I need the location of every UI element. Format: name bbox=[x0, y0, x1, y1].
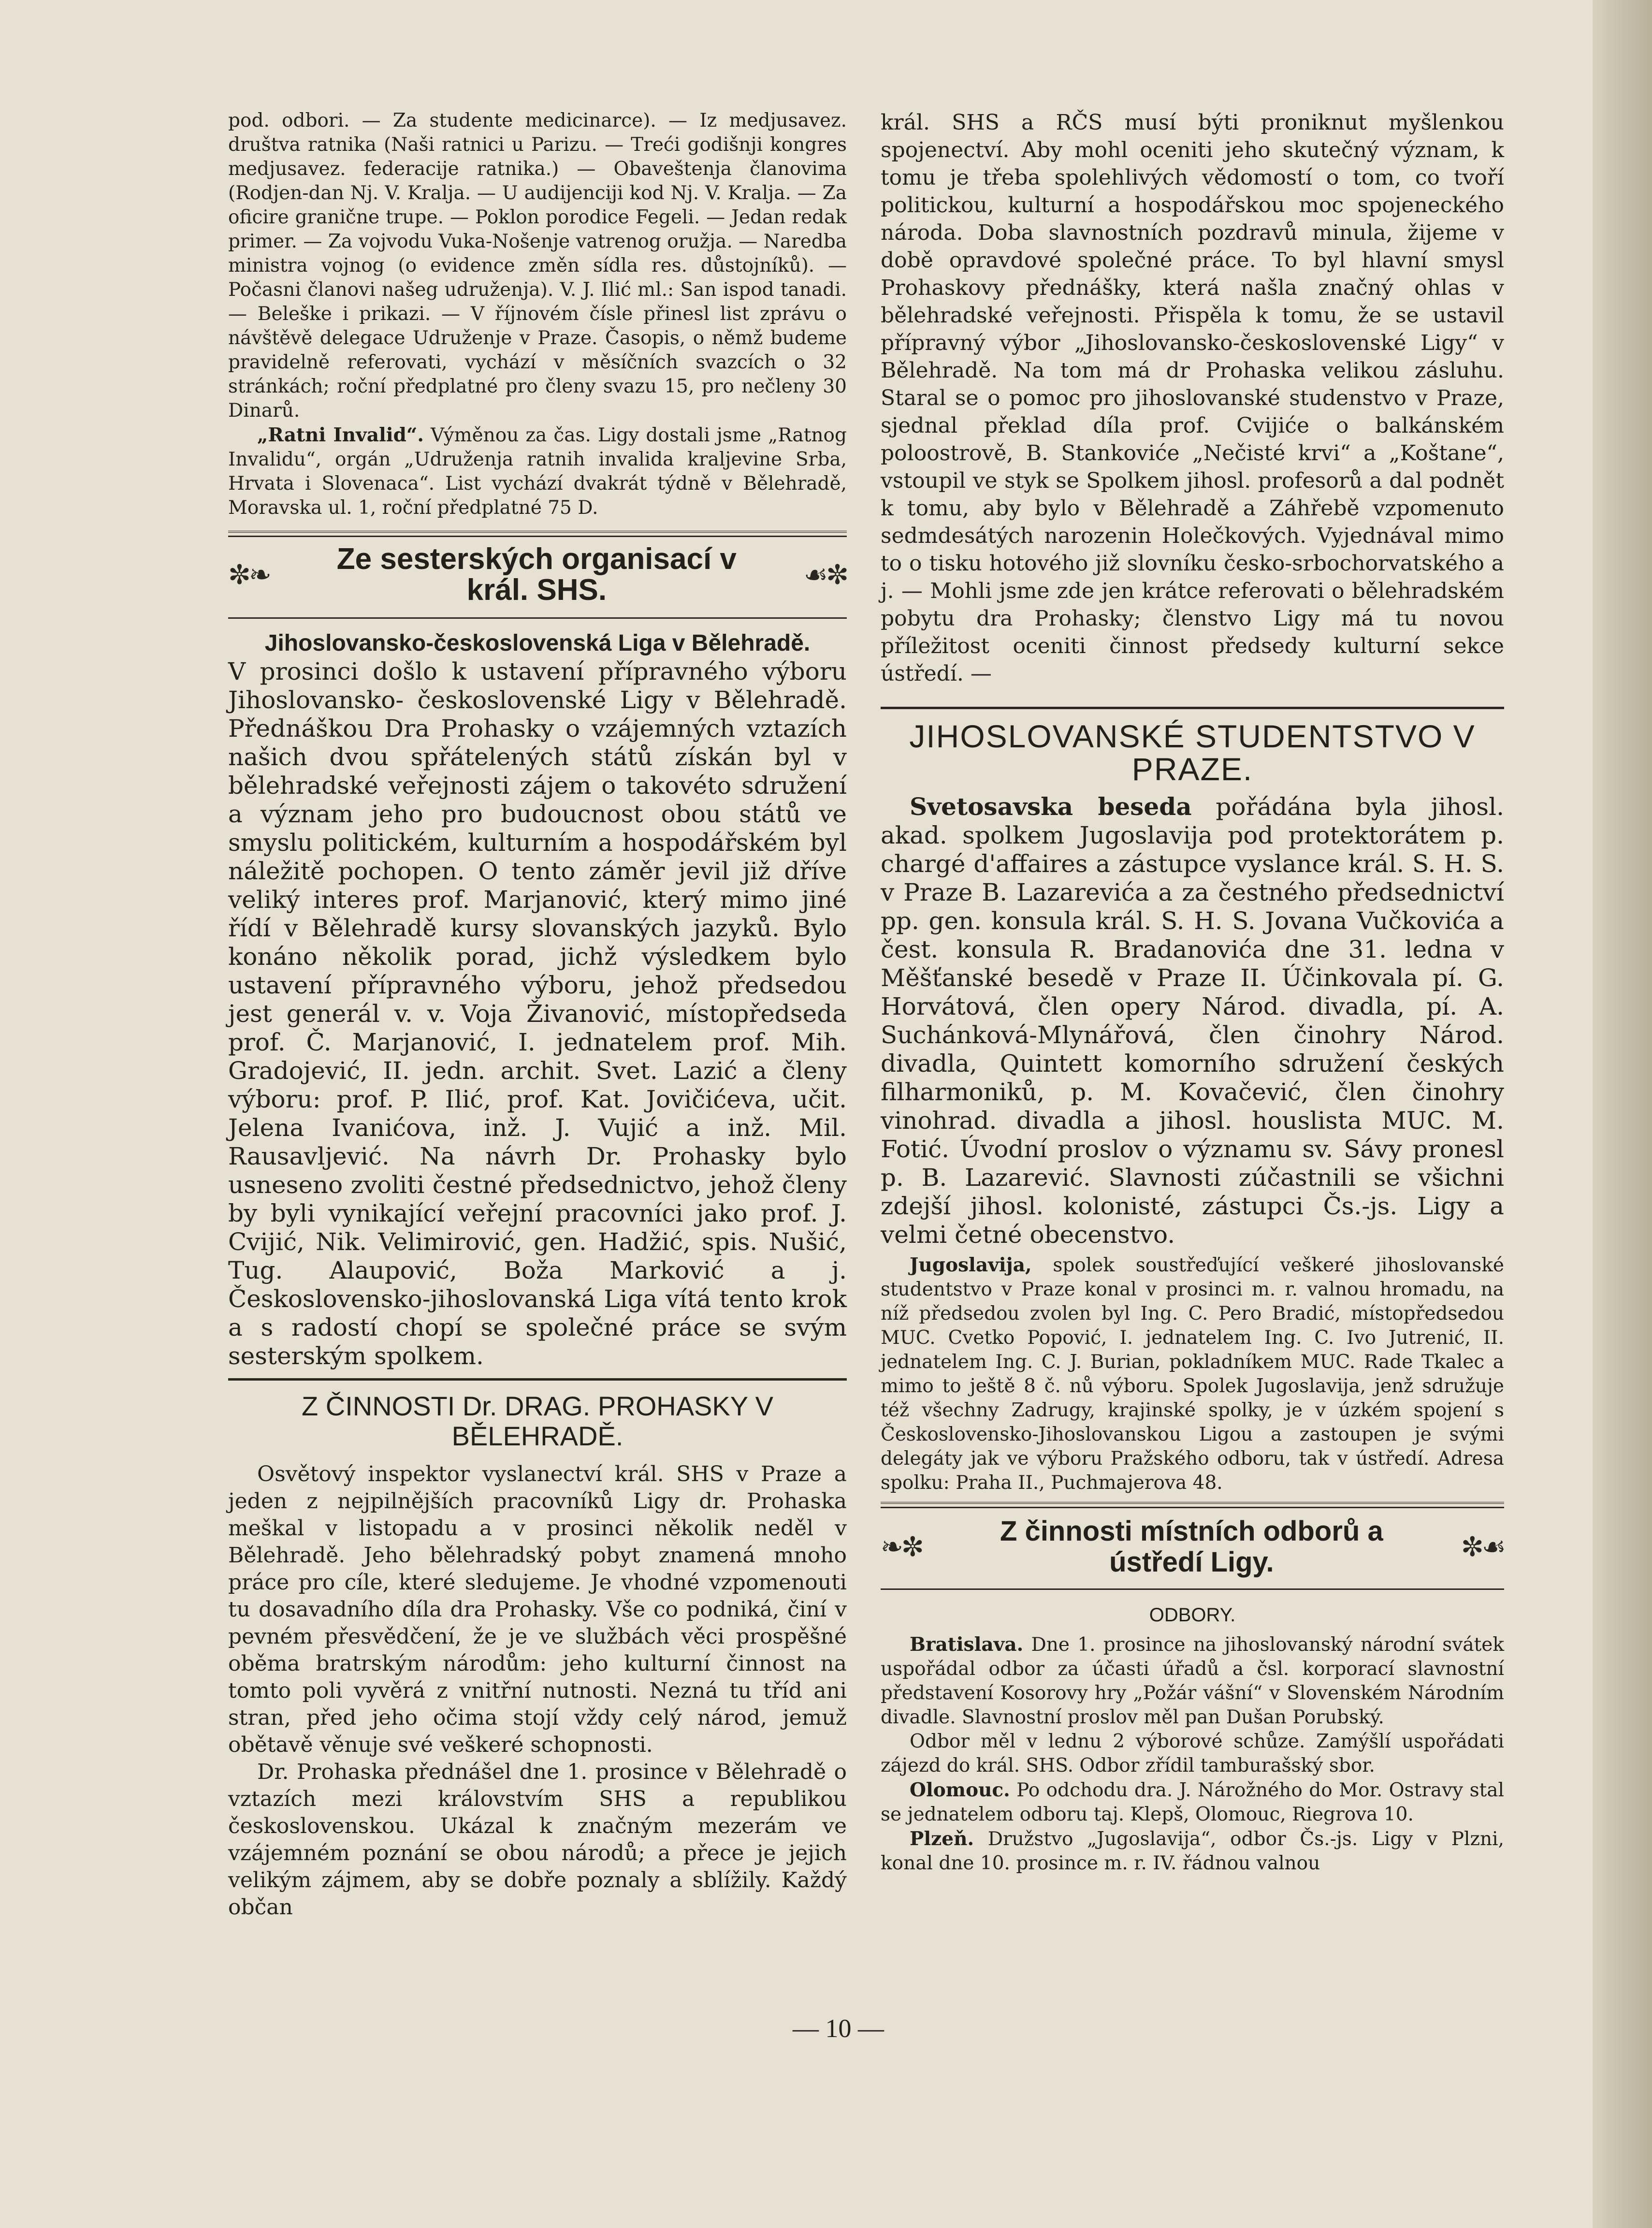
ratni-invalid-name: „Ratni Invalid“. bbox=[257, 424, 424, 446]
section-title-odboru: Z činnosti místních odborů a ústředí Ligy. bbox=[1000, 1515, 1383, 1578]
plzen-paragraph bbox=[881, 1827, 1504, 1876]
liga-paragraph: V prosinci došlo k ustavení přípravného výboru Jihoslovansko- československé Ligy v Bělehradě. Přednáškou Dra Prohasky o vzájemných vztazích našich dvou spřátelených států získán byl v bělehradské veřejnosti zájem o takovéto sdružení a význam jeho pro budoucnost obou států ve smyslu politickém, kulturním a hospodářském byl náležitě pochopen. O tento záměr jevil již dříve veliký interes prof. Marjanović, který mimo jiné řídí v Bělehradě kursy slovanských jazyků. Bylo konáno několik porad, jichž výsledkem bylo ustavení přípravného výboru, jehož předsedou jest generál v. v. Voja Živanović, místopředseda prof. Č. Marjanović, I. jednatelem prof. Mih. Gradojević, II. jedn. archit. Svet. Lazić a členy výboru: prof. P. Ilić, prof. Kat. Jovičićeva, učit. Jelena Ivanićova, inž. J. Vujić a inž. Mil. Rausavljević. Na návrh Dr. Prohasky bylo usneseno zvoliti čestné předsednictvo, jehož členy by byli vynikající veřejní pracovníci jako prof. J. Cvijić, Nik. Velimirović, gen. Hadžić, spis. Nušić, Tug. Alaupović, Boža Marković a j. Československo-jihoslovanská Liga vítá tento krok a s radostí chopí se společné práce se svým sesterským spolkem. bbox=[228, 657, 847, 1370]
section-divider bbox=[228, 531, 847, 537]
jugoslavija-paragraph bbox=[881, 1253, 1504, 1495]
right-column bbox=[881, 109, 1504, 1876]
bratislava-text: Dne 1. prosince na jihoslovanský národní svátek uspořádal odbor za účasti úřadů a čsl. korporací slavnostní představení Kosorovy hry „Požár vášní“ v Slovenském Národním divadle. Slavnostní proslov měl pan Dušan Porubský. bbox=[881, 1634, 1504, 1728]
jugoslavija-name: Jugoslavija, bbox=[910, 1254, 1032, 1276]
right-ornament-icon: ✼☙ bbox=[1461, 1531, 1504, 1563]
section-header-odboru bbox=[881, 1516, 1504, 1578]
section-divider bbox=[228, 617, 847, 619]
section-divider bbox=[881, 707, 1504, 709]
left-column bbox=[228, 109, 847, 1921]
beseda-paragraph bbox=[881, 792, 1504, 1249]
plzen-name: Plzeň. bbox=[910, 1828, 974, 1850]
ratni-invalid-text: Výměnou za čas. Ligy dostali jsme „Ratnog Invalidu“, orgán „Udruženja ratnih invalida kraljevine Srba, Hrvata i Slovenaca“. List vychází dvakrát týdně v Bělehradě, Moravska ul. 1, roční předplatné 75 D. bbox=[228, 424, 847, 519]
bratislava-paragraph-2: Odbor měl v lednu 2 výborové schůze. Zamýšlí uspořádati zájezd do král. SHS. Odbor zřídil tamburašský sbor. bbox=[881, 1731, 1504, 1777]
prohaska-paragraph-1: Osvětový inspektor vyslanectví král. SHS v Praze a jeden z nejpilnějších pracovníků Ligy dr. Prohaska meškal v listopadu a v prosinci několik neděl v Bělehradě. Jeho bělehradský pobyt znamená mnoho práce pro cíle, které sledujeme. Je vhodné vzpomenouti tu dosavadního díla dra Prohasky. Vše co podniká, činí v pevném přesvědčení, že je ve službách věci prospěšné oběma bratrským národům: jeho kulturní činnost na tomto poli vyvěrá z vnitřní nutnosti. Nezná tu tříd ani stran, před jeho očima stojí vždy celý národ, jemuž obětavě věnuje své veškeré schopnosti. bbox=[228, 1462, 847, 1757]
section-divider bbox=[881, 1502, 1504, 1508]
section-divider bbox=[881, 1588, 1504, 1590]
section-title-sesterskych: Ze sesterských organisací v král. SHS. bbox=[336, 542, 737, 607]
left-ornament-icon: ✼❧ bbox=[228, 559, 270, 591]
intro-paragraph: pod. odbori. — Za studente medicinarce). — Iz medjusavez. društva ratnika (Naši ratnici u Parizu. — Treći godišnji kongres medjusavez. federacije ratnika.) — Obaveštenja članovima (Rodjen-dan Nj. V. Kralja. — U audijenciji kod Nj. V. Kralja. — Za oficire granične trupe. — Poklon porodice Fegeli. — Jedan redak primer. — Za vojvodu Vuka-Nošenje vatrenog oružja. — Naredba ministra vojnog (o evidence změn sídla res. důstojníků). — Počasni članovi našeg udruženja). V. J. Ilić ml.: San ispod tanadi. — Beleške i prikazi. — V říjnovém čísle přinesl list zprávu o návštěvě delegace Udruženje v Praze. Časopis, o němž budeme pravidelně referovati, vychází v měsíčních svazcích o 32 stránkách; roční předplatné pro členy svazu 15, pro nečleny 30 Dinarů. bbox=[228, 110, 847, 422]
bratislava-paragraph bbox=[881, 1632, 1504, 1730]
ratni-invalid-paragraph bbox=[228, 423, 847, 520]
beseda-name: Svetosavska beseda bbox=[910, 792, 1192, 821]
jugoslavija-text: spolek soustřeďující veškeré jihoslovanské studentstvo v Praze konal v prosinci m. r. valnou hromadu, na níž předsedou zvolen byl Ing. C. Pero Bradić, místopředsedou MUC. Cvetko Popović, I. jednatelem Ing. C. Ivo Jutrenić, II. jednatelem Ing. C. J. Burian, pokladníkem MUC. Rade Tkalec a mimo to ještě 8 č. nů výboru. Spolek Jugoslavija, jenž sdružuje též všechny Zadrugy, krajinské spolky, je v úzkém spojení s Československo-Jihoslovanskou Ligou a zastoupen je svými delegáty jak ve výboru Pražského odboru, tak v ústředí. Adresa spolku: Praha II., Puchmajerova 48. bbox=[881, 1254, 1504, 1494]
section-divider bbox=[228, 1378, 847, 1381]
beseda-text: pořádána byla jihosl. akad. spolkem Jugoslavija pod protektorátem p. chargé d'affaires a zástupce vyslance král. S. H. S. v Praze B. Lazarevića a za čestného předsednictví pp. gen. konsula král. S. H. S. Jovana Vučkovića a čest. konsula R. Bradanovića dne 31. ledna v Měšťanské besedě v Praze II. Účinkovala pí. G. Horvátová, člen opery Národ. divadla, pí. A. Suchánková-Mlynářová, člen činohry Národ. divadla, Quintett komorního sdružení českých filharmoniků, p. M. Kovačević, člen činohry vinohrad. divadla a jihosl. houslista MUC. M. Fotić. Úvodní proslov o významu sv. Sávy pronesl p. B. Lazarević. Slavnosti zúčastnili se všichni zdejší jihosl. kolonisté, zástupci Čs.-js. Ligy a velmi četné obecenstvo. bbox=[881, 793, 1504, 1249]
section-title-studentstvo: JIHOSLOVANSKÉ STUDENTSTVO V PRAZE. bbox=[909, 718, 1476, 787]
olomouc-paragraph bbox=[881, 1778, 1504, 1827]
section-header-sesterskych bbox=[228, 544, 847, 606]
page-edge bbox=[1593, 0, 1652, 2228]
page-number: — 10 — bbox=[793, 2014, 884, 2043]
odbory-label: ODBORY. bbox=[1149, 1604, 1236, 1626]
section-title-prohasky: Z ČINNOSTI Dr. DRAG. PROHASKY V BĚLEHRADĚ. bbox=[301, 1391, 773, 1451]
prohaska-paragraph-2: Dr. Prohaska přednášel dne 1. prosince v Bělehradě o vztazích mezi královstvím SHS a republikou československou. Ukázal k značným mezerám ve vzájemném poznání se obou národů; a přece je jejich velikým zájmem, aby se dobře poznaly a sblížily. Každý občan bbox=[228, 1760, 847, 1920]
olomouc-text: Po odchodu dra. J. Nárožného do Mor. Ostravy stal se jednatelem odboru taj. Klepš, Olomouc, Riegrova 10. bbox=[881, 1779, 1504, 1825]
plzen-text: Družstvo „Jugoslavija“, odbor Čs.-js. Ligy v Plzni, konal dne 10. prosince m. r. IV. řádnou valnou bbox=[881, 1828, 1504, 1874]
left-ornament-icon: ❧✼ bbox=[881, 1531, 922, 1563]
olomouc-name: Olomouc. bbox=[910, 1779, 1010, 1801]
bratislava-name: Bratislava. bbox=[910, 1633, 1024, 1656]
right-ornament-icon: ☙✼ bbox=[803, 559, 847, 591]
prohaska-continuation: král. SHS a RČS musí býti proniknut myšlenkou spojenectví. Aby mohl oceniti jeho skutečný význam, k tomu je třeba spolehlivých vědomostí o tom, co tvoří politickou, kulturní a hospodářskou moc spojeneckého národa. Doba slavnostních pozdravů minula, žijeme v době opravdové společné práce. To byl hlavní smysl Prohaskovy přednášky, která našla značný ohlas v bělehradské veřejnosti. Přispěla k tomu, že se ustavil přípravný výbor „Jihoslovansko-československé Ligy“ v Bělehradě. Na tom má dr Prohaska velikou zásluhu. Staral se o pomoc pro jihoslovanské studenstvo v Praze, sjednal překlad díla prof. Cvijiće o balkánském poloostrově, B. Stankoviće „Nečisté krvi“ a „Koštane“, vstoupil ve styk se Spolkem jihosl. profesorů a dal podnět k tomu, aby bylo v Bělehradě a Záhřebě vzpomenuto sedmdesátých narozenin Holečkových. Vyjednával mimo to o tisku hotového již slovníku česko-srbochorvatského a j. — Mohli jsme zde jen krátce referovati o bělehradském pobytu dra Prohasky; členstvo Ligy má tu novou příležitost oceniti činnost předsedy kulturní sekce ústředí. — bbox=[881, 110, 1504, 686]
liga-heading: Jihoslovansko-československá Liga v Bělehradě. bbox=[264, 630, 811, 656]
